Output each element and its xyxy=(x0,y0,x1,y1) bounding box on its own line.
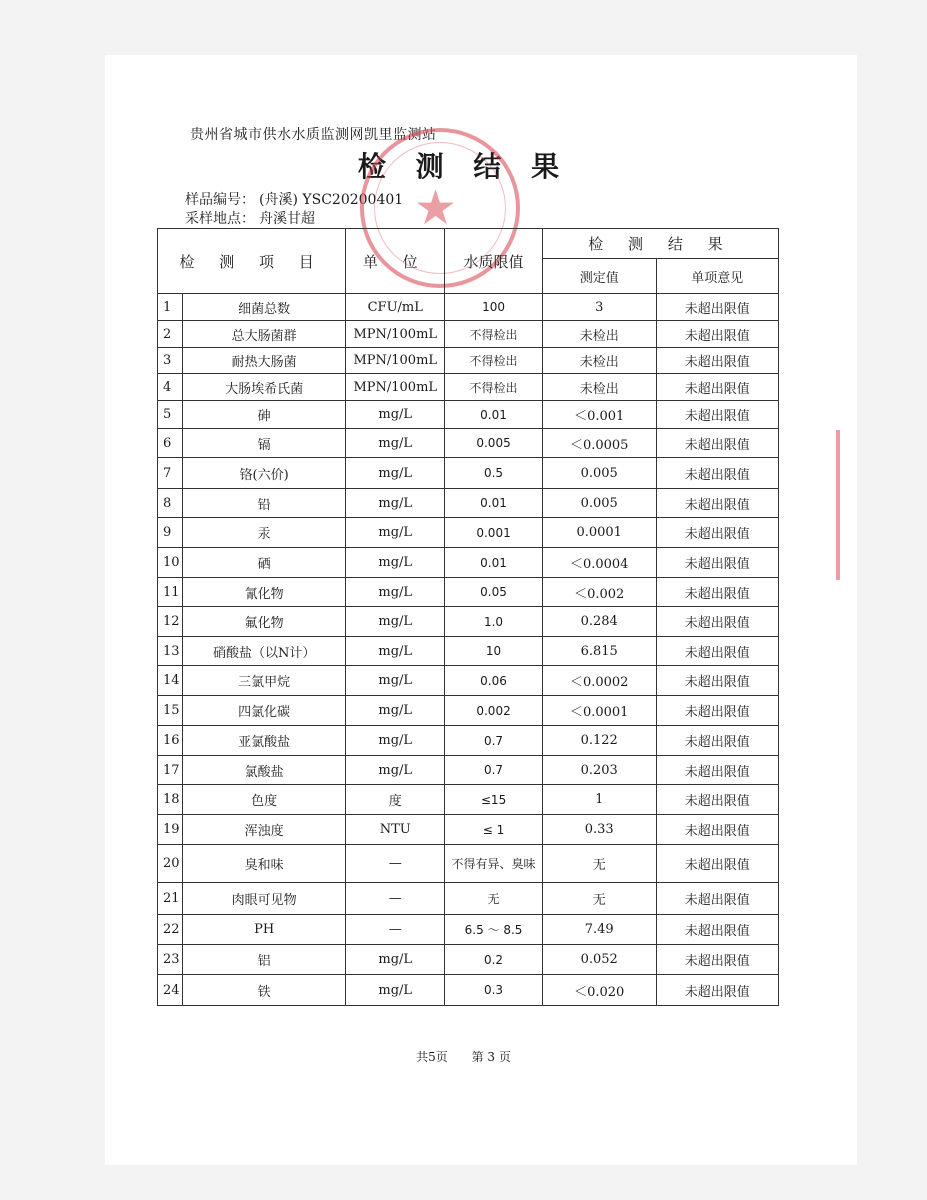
row-limit: 不得检出 xyxy=(445,321,543,348)
table-row xyxy=(158,578,779,607)
row-number: 16 xyxy=(158,726,183,756)
row-number: 22 xyxy=(158,915,183,945)
row-limit: 0.01 xyxy=(445,401,543,429)
page-footer xyxy=(0,1048,927,1065)
sampling-location-value: 舟溪甘超 xyxy=(259,211,315,227)
row-item: 臭和味 xyxy=(182,845,345,883)
row-number: 1 xyxy=(158,294,183,321)
row-item: 铁 xyxy=(182,975,345,1006)
row-limit: 0.005 xyxy=(445,429,543,458)
row-opinion: 未超出限值 xyxy=(656,401,778,429)
row-limit: 100 xyxy=(445,294,543,321)
row-opinion: 未超出限值 xyxy=(656,756,778,785)
row-unit: — xyxy=(346,845,445,883)
row-opinion: 未超出限值 xyxy=(656,374,778,401)
row-opinion: 未超出限值 xyxy=(656,518,778,548)
row-limit: 10 xyxy=(445,637,543,666)
header-opinion: 单项意见 xyxy=(656,259,778,294)
header-result-group: 检 测 结 果 xyxy=(542,229,778,259)
row-item: 镉 xyxy=(182,429,345,458)
row-number: 5 xyxy=(158,401,183,429)
row-limit: 0.01 xyxy=(445,548,543,578)
row-item: 四氯化碳 xyxy=(182,696,345,726)
table-row xyxy=(158,548,779,578)
table-row xyxy=(158,429,779,458)
row-opinion: 未超出限值 xyxy=(656,458,778,489)
row-opinion: 未超出限值 xyxy=(656,548,778,578)
sampling-location-line xyxy=(185,208,315,228)
row-item: 肉眼可见物 xyxy=(182,883,345,915)
row-item: 硝酸盐（以N计） xyxy=(182,637,345,666)
table-row xyxy=(158,607,779,637)
row-item: 汞 xyxy=(182,518,345,548)
row-opinion: 未超出限值 xyxy=(656,915,778,945)
row-value: ＜0.002 xyxy=(542,578,656,607)
row-value: 7.49 xyxy=(542,915,656,945)
row-unit: mg/L xyxy=(346,726,445,756)
row-unit: mg/L xyxy=(346,578,445,607)
row-opinion: 未超出限值 xyxy=(656,348,778,374)
row-opinion: 未超出限值 xyxy=(656,489,778,518)
row-item: 三氯甲烷 xyxy=(182,666,345,696)
row-unit: mg/L xyxy=(346,756,445,785)
current-page: 第 3 页 xyxy=(471,1050,511,1064)
row-limit: 0.5 xyxy=(445,458,543,489)
seal-star-icon: ★ xyxy=(414,180,458,236)
row-number: 11 xyxy=(158,578,183,607)
row-opinion: 未超出限值 xyxy=(656,294,778,321)
row-unit: mg/L xyxy=(346,945,445,975)
row-opinion: 未超出限值 xyxy=(656,785,778,815)
row-value: 未检出 xyxy=(542,348,656,374)
row-opinion: 未超出限值 xyxy=(656,578,778,607)
row-item: 浑浊度 xyxy=(182,815,345,845)
table-row xyxy=(158,785,779,815)
row-number: 19 xyxy=(158,815,183,845)
table-row xyxy=(158,815,779,845)
row-number: 24 xyxy=(158,975,183,1006)
table-row xyxy=(158,321,779,348)
results-table xyxy=(157,228,779,1006)
row-limit: 不得有异、臭味 xyxy=(445,845,543,883)
row-value: ＜0.001 xyxy=(542,401,656,429)
row-opinion: 未超出限值 xyxy=(656,666,778,696)
header-item: 检 测 项 目 xyxy=(158,229,346,294)
row-limit: 0.05 xyxy=(445,578,543,607)
sampling-location-label: 采样地点： xyxy=(185,211,255,227)
row-value: 0.122 xyxy=(542,726,656,756)
row-number: 21 xyxy=(158,883,183,915)
row-limit: 不得检出 xyxy=(445,348,543,374)
row-limit: 0.01 xyxy=(445,489,543,518)
row-opinion: 未超出限值 xyxy=(656,975,778,1006)
row-number: 15 xyxy=(158,696,183,726)
table-row xyxy=(158,401,779,429)
header-limit: 水质限值 xyxy=(445,229,543,294)
row-item: 砷 xyxy=(182,401,345,429)
table-row xyxy=(158,845,779,883)
sample-number-line xyxy=(185,189,403,209)
row-item: 氟化物 xyxy=(182,607,345,637)
row-unit: MPN/100mL xyxy=(346,374,445,401)
row-value: 6.815 xyxy=(542,637,656,666)
row-unit: mg/L xyxy=(346,696,445,726)
row-opinion: 未超出限值 xyxy=(656,696,778,726)
row-unit: mg/L xyxy=(346,401,445,429)
table-row xyxy=(158,915,779,945)
row-unit: mg/L xyxy=(346,518,445,548)
row-item: 色度 xyxy=(182,785,345,815)
row-number: 6 xyxy=(158,429,183,458)
row-number: 8 xyxy=(158,489,183,518)
header-measured: 测定值 xyxy=(542,259,656,294)
row-value: ＜0.0004 xyxy=(542,548,656,578)
row-opinion: 未超出限值 xyxy=(656,726,778,756)
table-row xyxy=(158,348,779,374)
header-unit: 单 位 xyxy=(346,229,445,294)
row-limit: 6.5 ～ 8.5 xyxy=(445,915,543,945)
sample-number-label: 样品编号： xyxy=(185,192,255,208)
row-item: 氰化物 xyxy=(182,578,345,607)
row-value: 0.052 xyxy=(542,945,656,975)
row-limit: ≤ 1 xyxy=(445,815,543,845)
row-unit: 度 xyxy=(346,785,445,815)
row-opinion: 未超出限值 xyxy=(656,429,778,458)
table-row xyxy=(158,975,779,1006)
row-number: 12 xyxy=(158,607,183,637)
row-value: 未检出 xyxy=(542,374,656,401)
row-value: 0.203 xyxy=(542,756,656,785)
row-number: 3 xyxy=(158,348,183,374)
row-unit: mg/L xyxy=(346,637,445,666)
table-row xyxy=(158,726,779,756)
row-limit: 0.001 xyxy=(445,518,543,548)
row-unit: CFU/mL xyxy=(346,294,445,321)
row-number: 17 xyxy=(158,756,183,785)
row-opinion: 未超出限值 xyxy=(656,815,778,845)
row-number: 9 xyxy=(158,518,183,548)
row-item: 氯酸盐 xyxy=(182,756,345,785)
row-unit: mg/L xyxy=(346,489,445,518)
table-row xyxy=(158,696,779,726)
row-limit: 0.3 xyxy=(445,975,543,1006)
row-item: 耐热大肠菌 xyxy=(182,348,345,374)
row-limit: 0.7 xyxy=(445,726,543,756)
row-limit: 0.2 xyxy=(445,945,543,975)
row-item: 亚氯酸盐 xyxy=(182,726,345,756)
row-unit: NTU xyxy=(346,815,445,845)
row-unit: mg/L xyxy=(346,548,445,578)
row-value: ＜0.0002 xyxy=(542,666,656,696)
row-opinion: 未超出限值 xyxy=(656,637,778,666)
row-limit: 不得检出 xyxy=(445,374,543,401)
row-limit: ≤15 xyxy=(445,785,543,815)
row-item: 铝 xyxy=(182,945,345,975)
table-row xyxy=(158,756,779,785)
row-value: 无 xyxy=(542,883,656,915)
sample-number-value: (舟溪) YSC20200401 xyxy=(259,192,404,208)
row-value: 0.005 xyxy=(542,458,656,489)
table-row xyxy=(158,489,779,518)
row-unit: mg/L xyxy=(346,607,445,637)
row-unit: mg/L xyxy=(346,429,445,458)
row-value: ＜0.0001 xyxy=(542,696,656,726)
row-unit: MPN/100mL xyxy=(346,348,445,374)
table-row xyxy=(158,883,779,915)
page-title: 检 测 结 果 xyxy=(357,150,570,183)
organization-name: 贵州省城市供水水质监测网凯里监测站 xyxy=(190,127,437,143)
row-unit: — xyxy=(346,915,445,945)
row-value: ＜0.020 xyxy=(542,975,656,1006)
table-row xyxy=(158,666,779,696)
table-row xyxy=(158,637,779,666)
row-value: ＜0.0005 xyxy=(542,429,656,458)
row-limit: 0.06 xyxy=(445,666,543,696)
row-number: 13 xyxy=(158,637,183,666)
row-item: 大肠埃希氏菌 xyxy=(182,374,345,401)
row-limit: 无 xyxy=(445,883,543,915)
table-row xyxy=(158,294,779,321)
results-table-header xyxy=(158,229,779,294)
row-value: 无 xyxy=(542,845,656,883)
row-number: 4 xyxy=(158,374,183,401)
results-table-body xyxy=(158,294,779,1006)
row-opinion: 未超出限值 xyxy=(656,945,778,975)
row-opinion: 未超出限值 xyxy=(656,607,778,637)
row-number: 10 xyxy=(158,548,183,578)
row-unit: mg/L xyxy=(346,458,445,489)
row-item: PH xyxy=(182,915,345,945)
row-value: 未检出 xyxy=(542,321,656,348)
row-opinion: 未超出限值 xyxy=(656,321,778,348)
row-number: 14 xyxy=(158,666,183,696)
table-row xyxy=(158,518,779,548)
row-value: 1 xyxy=(542,785,656,815)
row-unit: mg/L xyxy=(346,975,445,1006)
table-row xyxy=(158,374,779,401)
row-value: 0.005 xyxy=(542,489,656,518)
row-limit: 1.0 xyxy=(445,607,543,637)
row-item: 铬(六价) xyxy=(182,458,345,489)
row-unit: mg/L xyxy=(346,666,445,696)
row-limit: 0.7 xyxy=(445,756,543,785)
row-number: 23 xyxy=(158,945,183,975)
table-row xyxy=(158,945,779,975)
row-item: 铅 xyxy=(182,489,345,518)
row-number: 2 xyxy=(158,321,183,348)
row-number: 18 xyxy=(158,785,183,815)
row-item: 细菌总数 xyxy=(182,294,345,321)
table-row xyxy=(158,458,779,489)
total-pages: 共5页 xyxy=(416,1050,448,1064)
row-value: 0.0001 xyxy=(542,518,656,548)
row-unit: — xyxy=(346,883,445,915)
row-item: 总大肠菌群 xyxy=(182,321,345,348)
row-opinion: 未超出限值 xyxy=(656,845,778,883)
row-number: 20 xyxy=(158,845,183,883)
row-value: 0.284 xyxy=(542,607,656,637)
row-item: 硒 xyxy=(182,548,345,578)
row-number: 7 xyxy=(158,458,183,489)
row-limit: 0.002 xyxy=(445,696,543,726)
row-value: 3 xyxy=(542,294,656,321)
row-unit: MPN/100mL xyxy=(346,321,445,348)
row-value: 0.33 xyxy=(542,815,656,845)
row-opinion: 未超出限值 xyxy=(656,883,778,915)
